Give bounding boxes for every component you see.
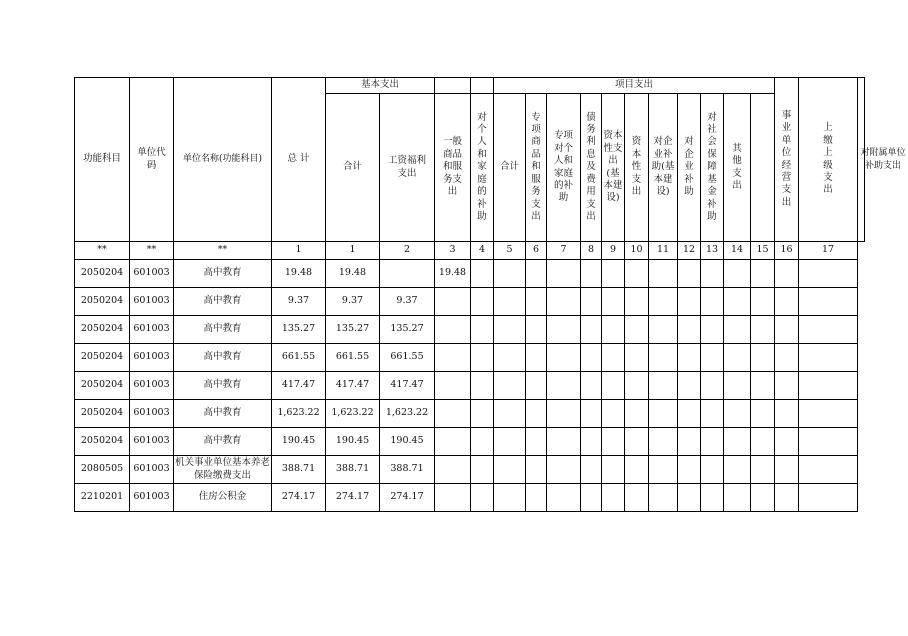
column-number-cell: 2 [380,242,435,260]
salary-cell: 274.17 [380,484,435,512]
total-cell: 1,623.22 [272,400,326,428]
unit-code-cell: 601003 [130,400,174,428]
empty-cell [526,372,547,400]
header-enterprise: 对企业补助 [678,94,701,242]
column-number-cell: 15 [751,242,775,260]
empty-cell [625,344,649,372]
empty-cell [547,260,581,288]
header-unit-code: 单位代码 [130,78,174,242]
empty-cell [701,456,724,484]
empty-cell [649,400,678,428]
empty-cell [649,344,678,372]
func-code-cell: 2050204 [75,344,130,372]
empty-cell [678,456,701,484]
header-basic-sum: 合计 [326,94,380,242]
total-cell: 388.71 [272,456,326,484]
salary-cell [380,260,435,288]
unit-code-cell: 601003 [130,288,174,316]
header-project: 项目支出 [494,78,775,94]
empty-cell [649,288,678,316]
header-affiliated: 对附属单位补助支出 [858,78,865,242]
empty-cell [775,400,799,428]
column-number-cell: 6 [526,242,547,260]
empty-cell [799,428,858,456]
basic-sum-cell: 274.17 [326,484,380,512]
empty-cell [581,428,602,456]
total-cell: 135.27 [272,316,326,344]
table-row [75,344,865,372]
empty-cell [602,484,625,512]
empty-cell [494,428,526,456]
empty-cell [751,428,775,456]
salary-cell: 388.71 [380,456,435,484]
table-row [75,316,865,344]
empty-cell [602,372,625,400]
empty-cell [526,428,547,456]
empty-cell [625,372,649,400]
header-special-personal: 专项对个人和家庭的补助 [547,94,581,242]
header-unit-name: 单位名称(功能科目) [174,78,272,242]
unit-code-cell: 601003 [130,372,174,400]
empty-cell [724,288,751,316]
unit-code-cell: 601003 [130,260,174,288]
empty-cell [678,428,701,456]
func-code-cell: 2050204 [75,316,130,344]
empty-cell [678,372,701,400]
empty-cell [724,400,751,428]
func-code-cell: 2050204 [75,400,130,428]
table-row [75,484,865,512]
empty-cell [649,428,678,456]
empty-cell [581,484,602,512]
empty-cell [602,400,625,428]
goods-services-cell [435,344,471,372]
empty-cell [471,372,494,400]
column-number-cell: 8 [581,242,602,260]
empty-cell [494,316,526,344]
empty-cell [526,288,547,316]
header-enterprise-basic: 对企业补助(基本建设) [649,94,678,242]
empty-cell [775,456,799,484]
total-cell: 274.17 [272,484,326,512]
empty-cell [602,260,625,288]
header-goods-services: 一般商品和服务支出 [435,94,471,242]
empty-cell [799,456,858,484]
func-code-cell: 2210201 [75,484,130,512]
budget-expenditure-table [74,77,906,512]
empty-cell [649,456,678,484]
empty-cell [625,484,649,512]
empty-cell [494,456,526,484]
empty-cell [701,484,724,512]
empty-cell [581,316,602,344]
empty-cell [701,260,724,288]
empty-cell [678,260,701,288]
empty-cell [678,316,701,344]
empty-cell [547,456,581,484]
empty-cell [751,400,775,428]
column-number-cell: ** [75,242,130,260]
header-func-code: 功能科目 [75,78,130,242]
table-row [75,288,865,316]
column-number-cell: 17 [799,242,858,260]
column-number-cell: ** [130,242,174,260]
header-salary: 工资福利支出 [380,94,435,242]
empty-cell [678,400,701,428]
empty-cell [649,484,678,512]
empty-cell [678,344,701,372]
empty-cell [751,484,775,512]
empty-cell [724,484,751,512]
func-code-cell: 2050204 [75,428,130,456]
column-number-cell: ** [174,242,272,260]
salary-cell: 1,623.22 [380,400,435,428]
header-total: 总 计 [272,78,326,242]
empty-cell [775,288,799,316]
empty-cell [547,316,581,344]
header-debt-interest: 债务利息及费用支出 [581,94,602,242]
empty-cell [775,344,799,372]
empty-cell [701,428,724,456]
empty-cell [625,316,649,344]
table-row [75,260,865,288]
empty-cell [547,428,581,456]
empty-cell [751,288,775,316]
unit-code-cell: 601003 [130,344,174,372]
empty-cell [625,428,649,456]
unit-name-cell: 机关事业单位基本养老保险缴费支出 [174,456,272,484]
table-row [75,428,865,456]
table-row [75,372,865,400]
empty-cell [547,344,581,372]
empty-cell [526,260,547,288]
unit-name-cell: 高中教育 [174,288,272,316]
empty-cell [526,456,547,484]
empty-cell [581,260,602,288]
empty-cell [471,260,494,288]
empty-cell [547,372,581,400]
goods-services-cell [435,316,471,344]
column-number-cell: 16 [775,242,799,260]
column-number-row [75,242,865,260]
column-number-cell: 14 [724,242,751,260]
salary-cell: 135.27 [380,316,435,344]
empty-cell [494,484,526,512]
empty-cell [581,288,602,316]
basic-sum-cell: 190.45 [326,428,380,456]
unit-name-cell: 高中教育 [174,400,272,428]
salary-cell: 417.47 [380,372,435,400]
empty-cell [494,372,526,400]
unit-name-cell: 高中教育 [174,428,272,456]
empty-cell [602,288,625,316]
unit-code-cell: 601003 [130,428,174,456]
empty-cell [602,428,625,456]
unit-name-cell: 住房公积金 [174,484,272,512]
empty-cell [494,400,526,428]
column-number-cell: 10 [625,242,649,260]
header-blank-2 [471,78,494,94]
salary-cell: 9.37 [380,288,435,316]
column-number-cell: 4 [471,242,494,260]
empty-cell [625,456,649,484]
empty-cell [751,372,775,400]
empty-cell [547,288,581,316]
func-code-cell: 2080505 [75,456,130,484]
empty-cell [701,316,724,344]
empty-cell [724,316,751,344]
empty-cell [649,372,678,400]
empty-cell [471,456,494,484]
empty-cell [799,288,858,316]
table-row [75,400,865,428]
empty-cell [602,316,625,344]
empty-cell [625,260,649,288]
empty-cell [678,288,701,316]
empty-cell [751,316,775,344]
empty-cell [724,428,751,456]
unit-code-cell: 601003 [130,456,174,484]
basic-sum-cell: 661.55 [326,344,380,372]
header-basic: 基本支出 [326,78,435,94]
salary-cell: 661.55 [380,344,435,372]
column-number-cell: 9 [602,242,625,260]
table-row [75,456,865,484]
header-personal-subsidy: 对个人和家庭的补助 [471,94,494,242]
unit-code-cell: 601003 [130,316,174,344]
unit-name-cell: 高中教育 [174,316,272,344]
column-number-cell: 11 [649,242,678,260]
column-number-cell: 1 [272,242,326,260]
empty-cell [526,484,547,512]
unit-code-cell: 601003 [130,484,174,512]
empty-cell [701,400,724,428]
column-number-cell: 3 [435,242,471,260]
goods-services-cell [435,456,471,484]
empty-cell [649,260,678,288]
basic-sum-cell: 417.47 [326,372,380,400]
header-other: 其他支出 [724,94,751,242]
empty-cell [751,456,775,484]
column-number-cell: 5 [494,242,526,260]
empty-cell [494,260,526,288]
empty-cell [775,484,799,512]
column-number-cell: 12 [678,242,701,260]
empty-cell [526,400,547,428]
empty-cell [751,260,775,288]
empty-cell [581,400,602,428]
header-project-sum: 合计 [494,94,526,242]
empty-cell [581,372,602,400]
func-code-cell: 2050204 [75,372,130,400]
empty-cell [526,316,547,344]
header-business: 事业单位经营支出 [775,78,799,242]
empty-cell [471,288,494,316]
empty-cell [701,288,724,316]
func-code-cell: 2050204 [75,260,130,288]
empty-cell [471,484,494,512]
header-social-security: 对社会保障基金补助 [701,94,724,242]
empty-cell [775,428,799,456]
empty-cell [799,484,858,512]
basic-sum-cell: 9.37 [326,288,380,316]
unit-name-cell: 高中教育 [174,344,272,372]
empty-cell [526,344,547,372]
empty-cell [724,456,751,484]
empty-cell [799,316,858,344]
basic-sum-cell: 1,623.22 [326,400,380,428]
empty-cell [775,316,799,344]
total-cell: 417.47 [272,372,326,400]
empty-cell [625,288,649,316]
empty-cell [471,400,494,428]
empty-cell [724,344,751,372]
empty-cell [799,400,858,428]
func-code-cell: 2050204 [75,288,130,316]
empty-cell [701,344,724,372]
salary-cell: 190.45 [380,428,435,456]
empty-cell [799,372,858,400]
empty-cell [724,372,751,400]
header-special-goods: 专项商品和服务支出 [526,94,547,242]
empty-cell [471,344,494,372]
empty-cell [625,400,649,428]
goods-services-cell [435,400,471,428]
empty-cell [775,260,799,288]
empty-cell [701,372,724,400]
header-capital: 资本性支出 [625,94,649,242]
empty-cell [724,260,751,288]
unit-name-cell: 高中教育 [174,372,272,400]
empty-cell [775,372,799,400]
empty-cell [547,400,581,428]
empty-cell [602,344,625,372]
empty-cell [581,344,602,372]
empty-cell [799,344,858,372]
total-cell: 190.45 [272,428,326,456]
empty-cell [799,260,858,288]
empty-cell [494,344,526,372]
total-cell: 19.48 [272,260,326,288]
column-number-cell: 13 [701,242,724,260]
goods-services-cell [435,288,471,316]
goods-services-cell [435,372,471,400]
basic-sum-cell: 19.48 [326,260,380,288]
empty-cell [602,456,625,484]
header-blank-1 [435,78,471,94]
header-remit-upper: 上缴上级支出 [799,78,858,242]
empty-cell [678,484,701,512]
column-number-cell: 1 [326,242,380,260]
goods-services-cell: 19.48 [435,260,471,288]
total-cell: 661.55 [272,344,326,372]
empty-cell [471,316,494,344]
column-number-cell: 7 [547,242,581,260]
empty-cell [547,484,581,512]
goods-services-cell [435,484,471,512]
header-capital-basic: 资本性支出(基本建设) [602,94,625,242]
empty-cell [581,456,602,484]
total-cell: 9.37 [272,288,326,316]
basic-sum-cell: 388.71 [326,456,380,484]
empty-cell [751,344,775,372]
unit-name-cell: 高中教育 [174,260,272,288]
basic-sum-cell: 135.27 [326,316,380,344]
goods-services-cell [435,428,471,456]
empty-cell [471,428,494,456]
empty-cell [494,288,526,316]
empty-cell [649,316,678,344]
